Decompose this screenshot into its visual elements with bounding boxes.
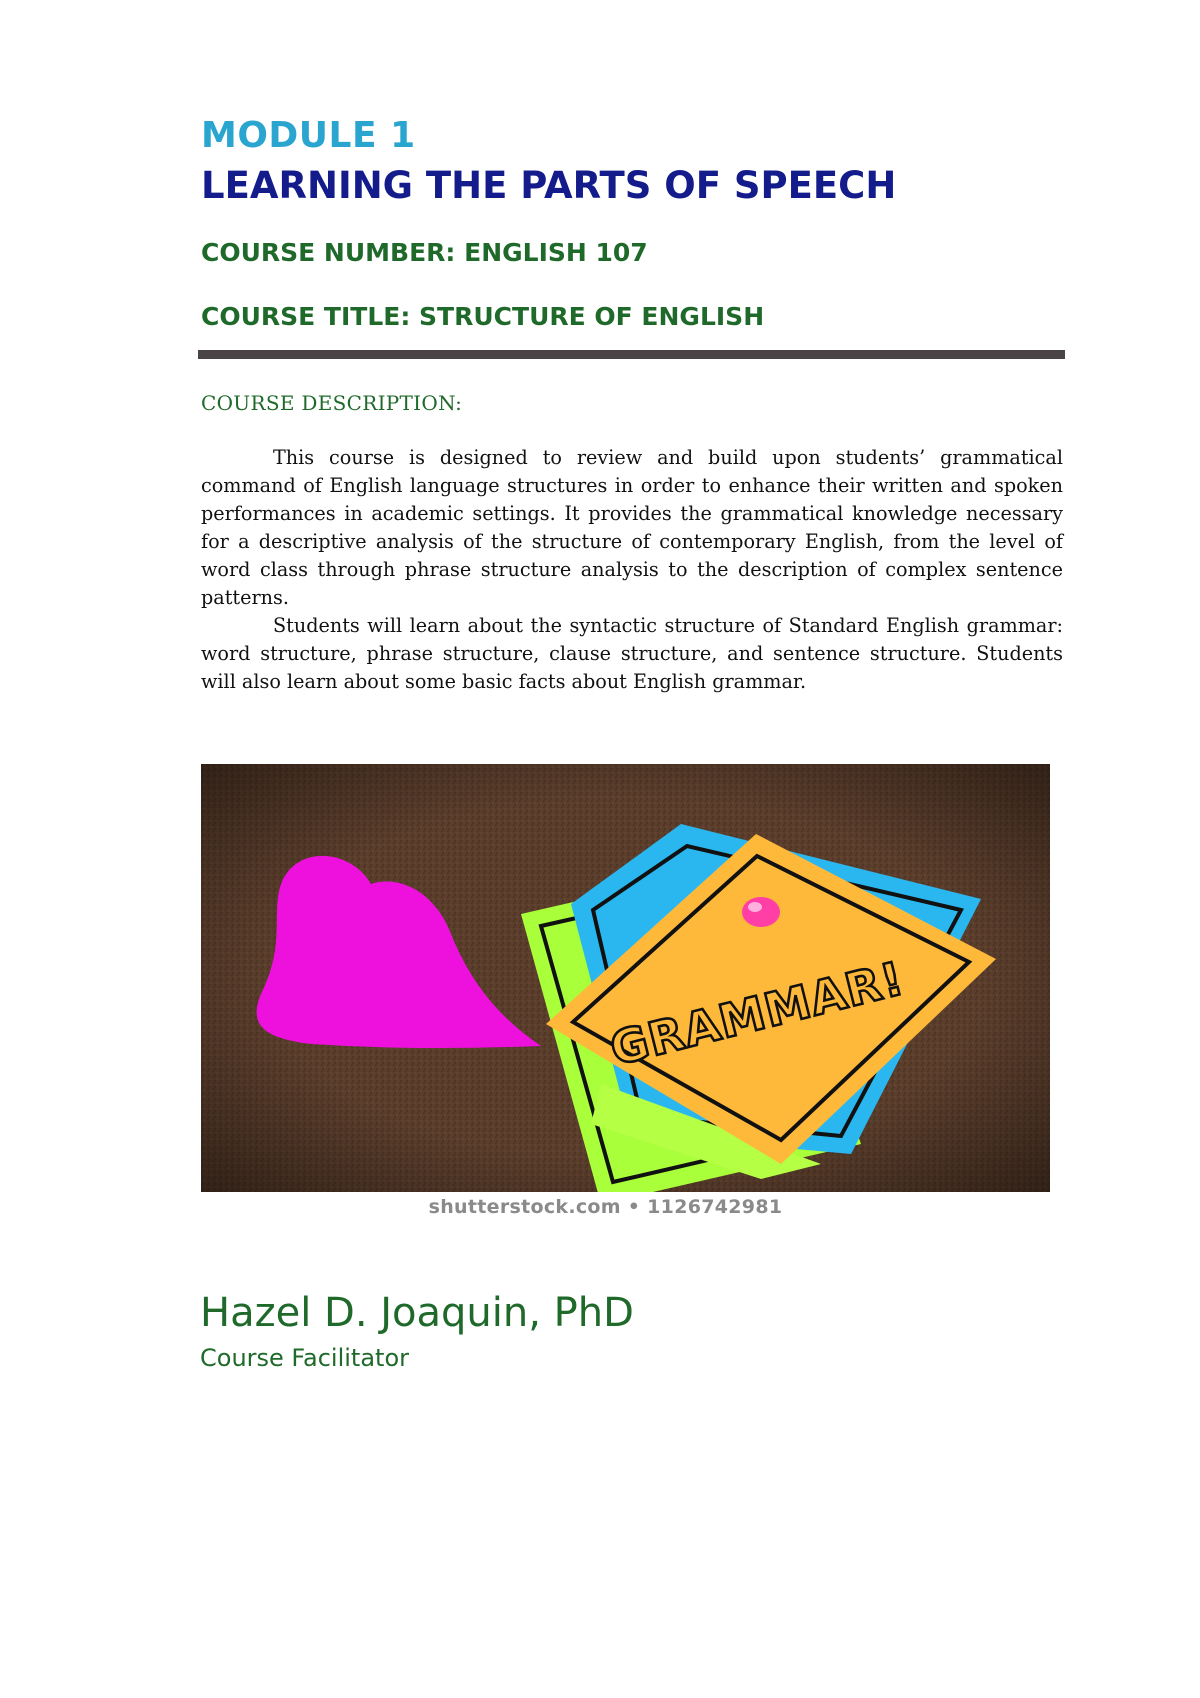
course-description-body <box>201 444 1063 696</box>
module-label: MODULE 1 <box>201 115 416 156</box>
watermark-strip <box>201 1192 1050 1222</box>
description-paragraph-2: Students will learn about the syntactic structure of Standard English grammar: word structure, phrase structure, clause structure, and sentence structure. Students will also learn about some basic facts about English grammar. <box>201 614 1063 693</box>
note-text: GRAMMAR! <box>604 950 910 1077</box>
author-role: Course Facilitator <box>200 1344 410 1372</box>
grammar-illustration <box>201 764 1050 1192</box>
course-number: COURSE NUMBER: ENGLISH 107 <box>201 238 648 267</box>
push-pin <box>742 897 780 927</box>
course-title: COURSE TITLE: STRUCTURE OF ENGLISH <box>201 302 765 331</box>
description-paragraph-1: This course is designed to review and build upon students’ grammatical command of English language structures in order to enhance their written and spoken performances in academic settings. It provides the grammatical knowledge necessary for a descriptive analysis of the structure of contemporary English, from the level of word class through phrase structure analysis to the description of complex sentence patterns. <box>201 446 1063 609</box>
author-name: Hazel D. Joaquin, PhD <box>200 1290 634 1336</box>
grammar-photo <box>201 764 1050 1192</box>
stock-watermark: shutterstock.com • 1126742981 <box>428 1196 783 1218</box>
course-description-heading: COURSE DESCRIPTION: <box>201 391 463 415</box>
module-title: LEARNING THE PARTS OF SPEECH <box>201 164 897 207</box>
section-divider <box>198 350 1065 359</box>
